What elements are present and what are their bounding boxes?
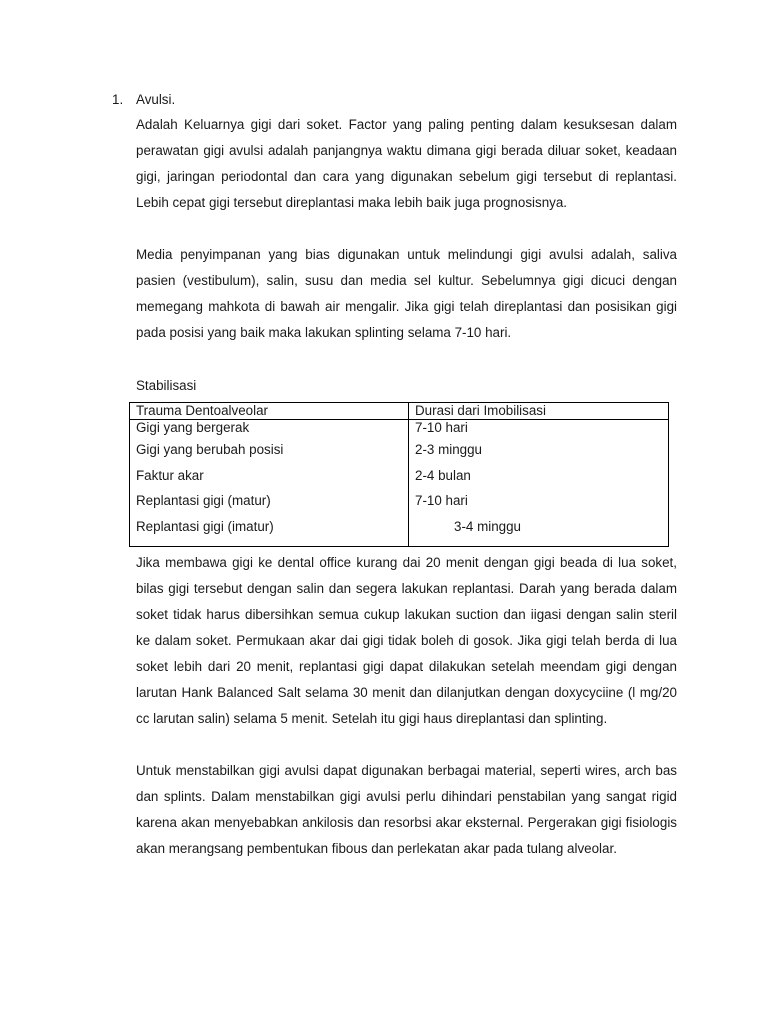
table-cell: 7-10 hari (409, 493, 669, 519)
table-cell: 2-3 minggu (409, 442, 669, 468)
table-header-cell: Durasi dari Imobilisasi (409, 403, 669, 420)
paragraph-definition: Adalah Keluarnya gigi dari soket. Factor yang paling penting dalam kesuksesan dalam perawatan gigi avulsi adalah panjangnya waktu dimana gigi berada diluar soket, keadaan gigi, jaringan periodontal dan cara yang digunakan sebelum gigi tersebut di replantasi. Lebih cepat gigi tersebut direplantasi maka lebih baik juga prognosisnya. (136, 117, 677, 210)
table-cell: 2-4 bulan (409, 468, 669, 494)
section-heading: Avulsi. (136, 92, 176, 107)
table-row (130, 420, 669, 443)
table-row (130, 493, 669, 519)
table-cell: Gigi yang bergerak (130, 420, 409, 443)
paragraph-storage-media: Media penyimpanan yang bias digunakan untuk melindungi gigi avulsi adalah, saliva pasien (vestibulum), salin, susu dan media sel kultur. Sebelumnya gigi dicuci dengan memegang mahkota di bawah air mengalir. Jika gigi telah direplantasi dan posisikan gigi pada posisi yang baik maka lakukan splinting selama 7-10 hari. (136, 247, 677, 340)
table-cell: Replantasi gigi (matur) (130, 493, 409, 519)
table-cell: 7-10 hari (409, 420, 669, 443)
paragraph-replantation: Jika membawa gigi ke dental office kurang dai 20 menit dengan gigi beada di lua soket, bilas gigi tersebut dengan salin dan segera lakukan replantasi. Darah yang berada dalam soket tidak harus dibersihkan semua cukup lakukan suction dan iigasi dengan salin steril ke dalam soket. Permukaan akar dai gigi tidak boleh di gosok. Jika gigi telah berda di lua soket lebih dari 20 menit, replantasi gigi dapat dilakukan setelah meendam gigi dengan larutan Hank Balanced Salt selama 30 menit dan dilanjutkan dengan doxycyciine (l mg/20 cc larutan salin) selama 5 menit. Setelah itu gigi haus direplantasi dan splinting. (136, 555, 677, 726)
list-number: 1. (112, 92, 124, 107)
stabilisasi-label: Stabilisasi (136, 378, 197, 393)
table-row (130, 442, 669, 468)
table-row (130, 519, 669, 547)
stabilization-table (129, 402, 669, 547)
table-cell: 3-4 minggu (409, 519, 669, 547)
table-header-row (130, 403, 669, 420)
table-cell: Faktur akar (130, 468, 409, 494)
table-cell: Gigi yang berubah posisi (130, 442, 409, 468)
table-header-cell: Trauma Dentoalveolar (130, 403, 409, 420)
paragraph-stabilization: Untuk menstabilkan gigi avulsi dapat digunakan berbagai material, seperti wires, arch bas dan splints. Dalam menstabilkan gigi avulsi perlu dihindari penstabilan yang sangat rigid karena akan menyebabkan ankilosis dan resorbsi akar eksternal. Pergerakan gigi fisiologis akan merangsang pembentukan fibous dan perlekatan akar pada tulang alveolar. (136, 763, 677, 856)
table-row (130, 468, 669, 494)
table-cell: Replantasi gigi (imatur) (130, 519, 409, 547)
